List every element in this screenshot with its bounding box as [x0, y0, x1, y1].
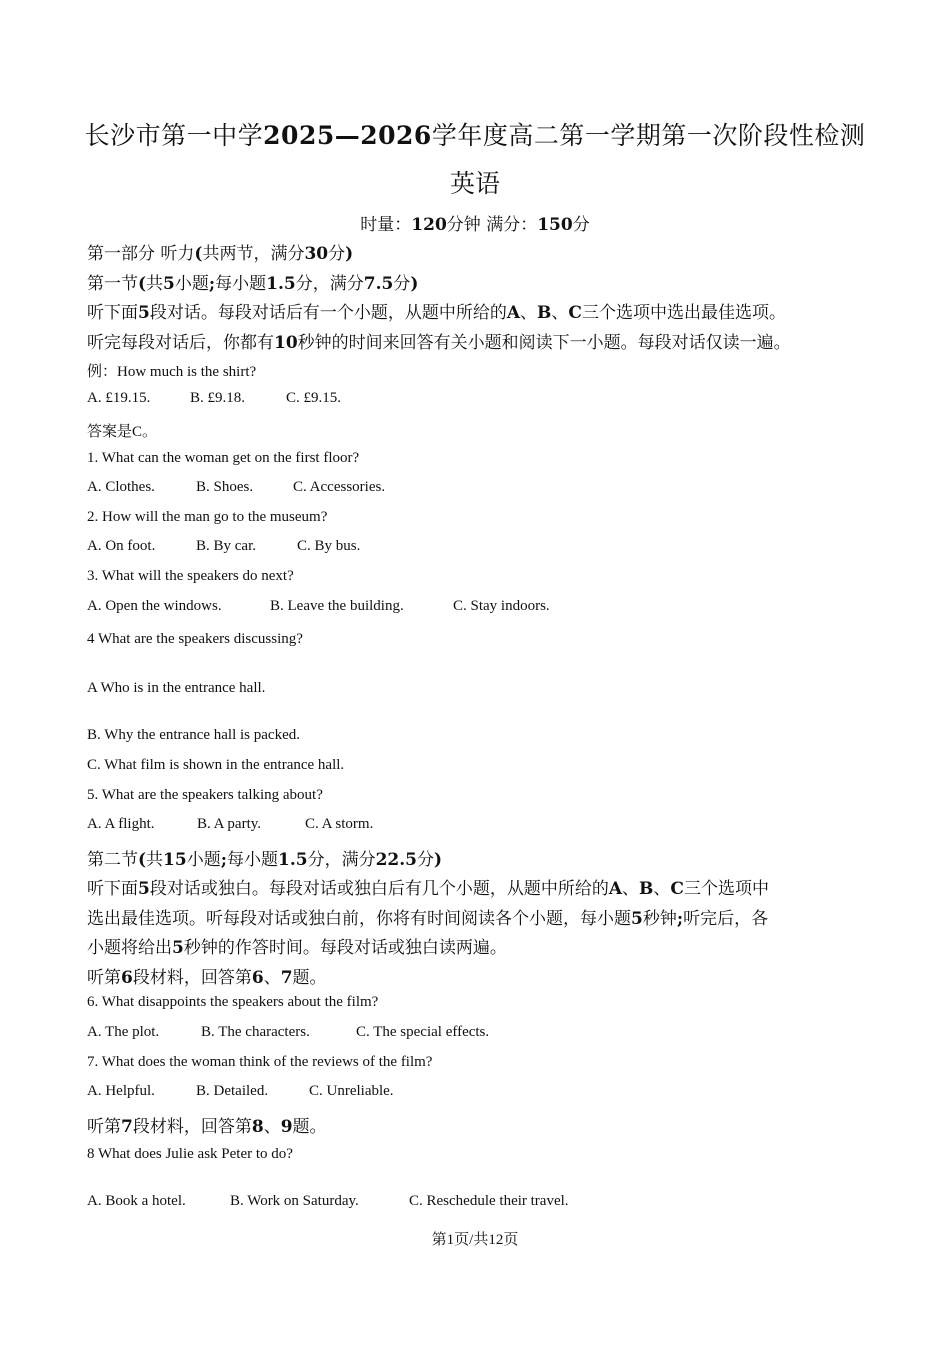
option-a: A. Helpful. [87, 1083, 155, 1099]
question-4-option-b: B. Why the entrance hall is packed. [87, 727, 300, 743]
section1-heading: 第一节(共5小题;每小题1.5分，满分7.5分) [87, 274, 419, 294]
question-1-options [87, 479, 385, 496]
option-a: A. Clothes. [87, 479, 155, 495]
section1-instruction-1: 听下面5段对话。每段对话后有一个小题，从题中所给的A、B、C三个选项中选出最佳选项。 [87, 303, 786, 323]
option-a: A. On foot. [87, 538, 156, 554]
question-3: 3. What will the speakers do next? [87, 568, 294, 584]
example-question: 例：How much is the shirt? [87, 364, 257, 380]
question-2-options [87, 538, 360, 555]
option-a: A. £19.15. [87, 390, 151, 406]
question-8-options [87, 1193, 569, 1210]
option-c: C. £9.15. [286, 390, 342, 406]
page-footer: 第1页/共12页 [431, 1232, 519, 1248]
option-c: C. Unreliable. [309, 1083, 394, 1099]
option-c: C. Reschedule their travel. [409, 1193, 569, 1209]
exam-subject: 英语 [449, 169, 500, 198]
option-c: C. Stay indoors. [453, 598, 550, 614]
question-8: 8 What does Julie ask Peter to do? [87, 1146, 293, 1162]
option-b: B. A party. [197, 816, 262, 832]
section2-heading: 第二节(共15小题;每小题1.5分，满分22.5分) [87, 850, 443, 870]
option-c: C. Accessories. [293, 479, 386, 495]
part1-heading: 第一部分 听力(共两节，满分30分) [87, 244, 354, 264]
option-b: B. The characters. [201, 1024, 310, 1040]
option-b: B. Leave the building. [270, 598, 404, 614]
option-a: A. The plot. [87, 1024, 160, 1040]
section2-instruction-3: 小题将给出5秒钟的作答时间。每段对话或独白读两遍。 [87, 938, 507, 958]
option-b: B. Shoes. [196, 479, 254, 495]
section2-instruction-2: 选出最佳选项。听每段对话或独白前，你将有时间阅读各个小题，每小题5秒钟;听完后，各 [87, 909, 769, 929]
question-4-option-a: A Who is in the entrance hall. [87, 680, 266, 696]
option-c: C. By bus. [297, 538, 361, 554]
option-b: B. Detailed. [196, 1083, 269, 1099]
option-b: B. By car. [196, 538, 256, 554]
option-c: C. A storm. [305, 816, 374, 832]
option-a: A. A flight. [87, 816, 155, 832]
question-1: 1. What can the woman get on the first floor? [87, 450, 360, 466]
question-5-options [87, 816, 373, 833]
question-7-options [87, 1083, 394, 1100]
exam-timing: 时量：120分钟 满分：150分 [360, 215, 590, 235]
question-6-options [87, 1024, 489, 1041]
section2-instruction-1: 听下面5段对话或独白。每段对话或独白后有几个小题，从题中所给的A、B、C三个选项中 [87, 879, 769, 899]
example-options [87, 390, 341, 407]
question-7: 7. What does the woman think of the reviews of the film? [87, 1054, 433, 1070]
exam-title: 长沙市第一中学2025—2026学年度高二第一学期第一次阶段性检测 [84, 121, 866, 150]
example-answer: 答案是C。 [87, 424, 158, 440]
option-c: C. The special effects. [356, 1024, 490, 1040]
question-6: 6. What disappoints the speakers about the film? [87, 994, 379, 1010]
question-4-option-c: C. What film is shown in the entrance hall. [87, 757, 345, 773]
question-5: 5. What are the speakers talking about? [87, 787, 323, 803]
option-b: B. Work on Saturday. [230, 1193, 359, 1209]
material-7-heading: 听第7段材料，回答第8、9题。 [87, 1117, 327, 1137]
option-b: B. £9.18. [190, 390, 246, 406]
question-2: 2. How will the man go to the museum? [87, 509, 328, 525]
question-4: 4 What are the speakers discussing? [87, 631, 303, 647]
question-3-options [87, 598, 550, 615]
material-6-heading: 听第6段材料，回答第6、7题。 [87, 968, 327, 988]
option-a: A. Open the windows. [87, 598, 222, 614]
section1-instruction-2: 听完每段对话后，你都有10秒钟的时间来回答有关小题和阅读下一小题。每段对话仅读一遍。 [87, 333, 791, 353]
option-a: A. Book a hotel. [87, 1193, 186, 1209]
